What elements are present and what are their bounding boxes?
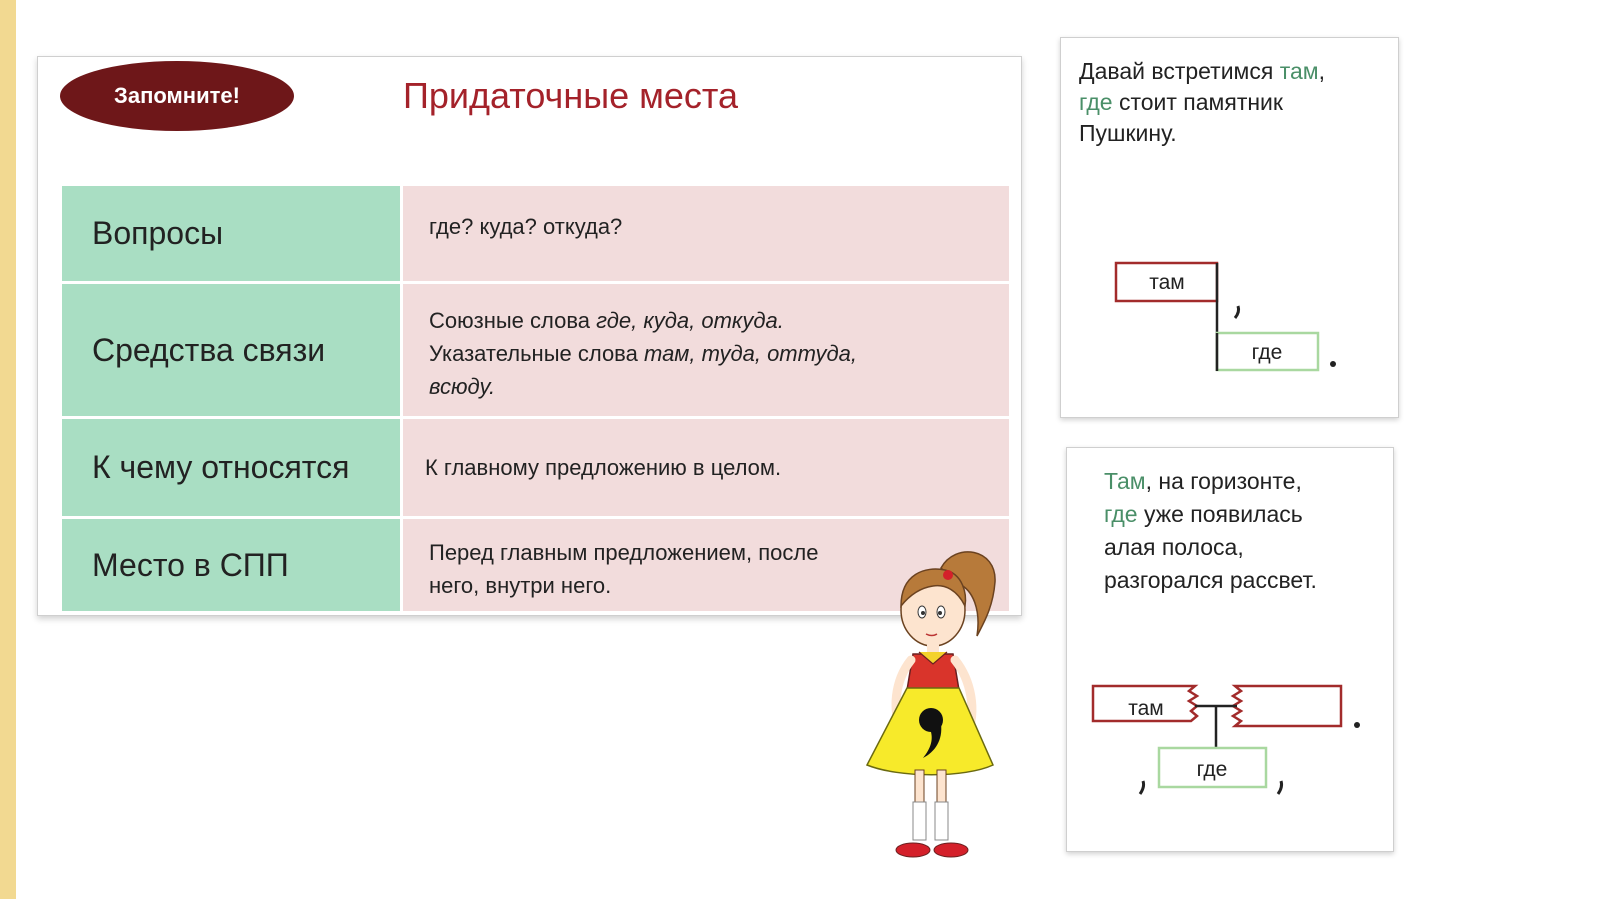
pointer-word: там	[1279, 58, 1319, 84]
text-line: него, внутри него.	[429, 573, 612, 598]
remember-badge: Запомните!	[60, 61, 294, 131]
conjunctive-word: где	[1079, 89, 1113, 115]
sentence-scheme	[1067, 448, 1393, 851]
sentence-text: уже появилась	[1137, 501, 1303, 527]
sentence-text: Пушкину.	[1079, 120, 1177, 146]
example-card-1	[1060, 37, 1399, 418]
comma-mark	[1140, 781, 1144, 794]
sentence-text: ,	[1318, 58, 1325, 84]
sentence-text: , на горизонте,	[1145, 468, 1302, 494]
main-word: там	[1128, 697, 1164, 720]
row-value: где? куда? откуда?	[403, 186, 1009, 281]
conjunctive-word: где	[1104, 501, 1138, 527]
period-mark	[1354, 722, 1360, 728]
page-title: Придаточные места	[403, 75, 738, 116]
sentence-scheme	[1061, 38, 1398, 417]
row-label: К чему относятся	[62, 419, 403, 516]
main-word: там	[1149, 271, 1185, 294]
girl-comma-icon	[855, 540, 1005, 865]
row-label: Средства связи	[62, 284, 403, 416]
rule-card	[37, 56, 1022, 616]
sentence-text: алая полоса,	[1104, 534, 1244, 560]
text-italic: там, туда, оттуда,	[643, 341, 857, 366]
row-label: Вопросы	[62, 186, 403, 281]
sub-word: где	[1196, 758, 1228, 781]
sentence-text: разгорался рассвет.	[1104, 567, 1317, 593]
text-plain: Указательные слова	[429, 341, 644, 366]
sentence-text: Давай встретимся	[1079, 58, 1280, 84]
period-mark	[1330, 361, 1336, 367]
main-clause-right-box	[1233, 686, 1341, 726]
text-italic: всюду.	[429, 374, 496, 399]
text-italic: где, куда, откуда.	[596, 308, 784, 333]
comma-mark	[1278, 781, 1282, 794]
text-line: Перед главным предложением, после	[429, 540, 819, 565]
row-value: К главному предложению в целом.	[403, 419, 1009, 516]
sub-word: где	[1251, 341, 1283, 364]
example-card-2	[1066, 447, 1394, 852]
sentence-text: стоит памятник	[1112, 89, 1283, 115]
table-row	[62, 419, 1009, 519]
pointer-word: Там	[1104, 468, 1146, 494]
text-plain: Союзные слова	[429, 308, 597, 333]
table-row	[62, 186, 1009, 284]
row-value	[403, 284, 1009, 416]
left-accent-strip	[0, 0, 16, 899]
row-label: Место в СПП	[62, 519, 403, 611]
table-row	[62, 284, 1009, 419]
comma-mark	[1235, 306, 1239, 318]
